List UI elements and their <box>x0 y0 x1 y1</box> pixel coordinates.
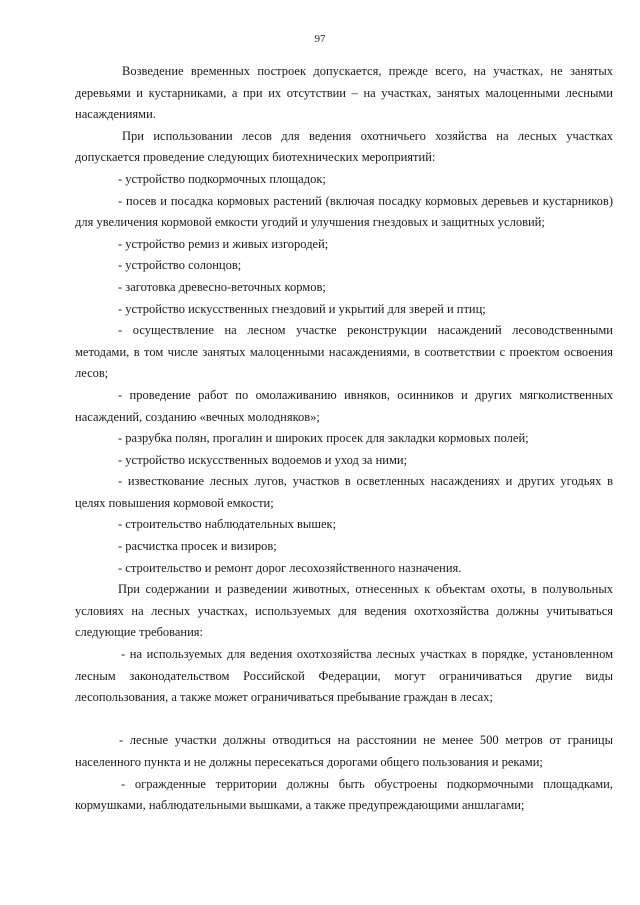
list-item: - расчистка просек и визиров; <box>118 539 277 554</box>
list-item: - посев и посадка кормовых растений (включая посадку кормовых деревьев и кустарников) для увеличения кормовой емкости угодий и улучшения гнездовых и защитных условий; <box>75 193 613 230</box>
paragraph-temporary-buildings: Возведение временных построек допускается, прежде всего, на участках, не занятых деревьями и кустарниками, а при их отсутствии – на участках, занятых малоценными лесными насаждениями. <box>75 64 613 122</box>
blank-line <box>75 709 613 731</box>
requirement-item: - лесные участки должны отводиться на расстоянии не менее 500 метров от границы населенного пункта и не должны пересекаться дорогами общего пользования и реками; <box>75 733 613 769</box>
page-text <box>75 61 613 817</box>
list-item: - строительство и ремонт дорог лесохозяйственного назначения. <box>118 560 462 575</box>
list-item: - устройство искусственных гнездовий и укрытий для зверей и птиц; <box>118 301 486 316</box>
list-item: - строительство наблюдательных вышек; <box>118 517 337 532</box>
list-item: - устройство искусственных водоемов и уход за ними; <box>118 452 408 467</box>
list-item: - известкование лесных лугов, участков в осветленных насаждениях и других угодьях в целях повышения кормовой емкости; <box>75 474 613 510</box>
list-item: - проведение работ по омолаживанию ивняков, осинников и других мягколиственных насаждений, созданию «вечных молодняков»; <box>75 387 613 424</box>
list-item: - заготовка древесно-веточных кормов; <box>118 279 326 294</box>
list-item: - устройство солонцов; <box>118 258 242 273</box>
requirement-item: - на используемых для ведения охотхозяйства лесных участках в порядке, установленном лесным законодательством Российской Федерации, могут ограничиваться другие виды лесопользования, а также может ограничиваться пребывание граждан в лесах; <box>75 647 613 705</box>
paragraph-semi-free-keeping: При содержании и разведении животных, отнесенных к объектам охоты, в полувольных условиях на лесных участках, используемых для ведения охотхозяйства должны учитываться следующие требования: <box>75 582 613 640</box>
paragraph-biotechnical-intro: При использовании лесов для ведения охотничьего хозяйства на лесных участках допускается проведение следующих биотехнических мероприятий: <box>75 128 613 165</box>
list-item: - устройство ремиз и живых изгородей; <box>118 236 329 251</box>
requirement-item: - огражденные территории должны быть обустроены подкормочными площадками, кормушками, наблюдательными вышками, а также предупреждающими аншлагами; <box>75 776 613 813</box>
list-item: - осуществление на лесном участке реконструкции насаждений лесоводственными методами, в том числе занятых малоценными насаждениями, в соответствии с проектом освоения лесов; <box>75 323 613 381</box>
page-number: 97 <box>314 33 326 45</box>
list-item: - разрубка полян, прогалин и широких просек для закладки кормовых полей; <box>118 431 529 446</box>
list-item: - устройство подкормочных площадок; <box>118 171 326 186</box>
